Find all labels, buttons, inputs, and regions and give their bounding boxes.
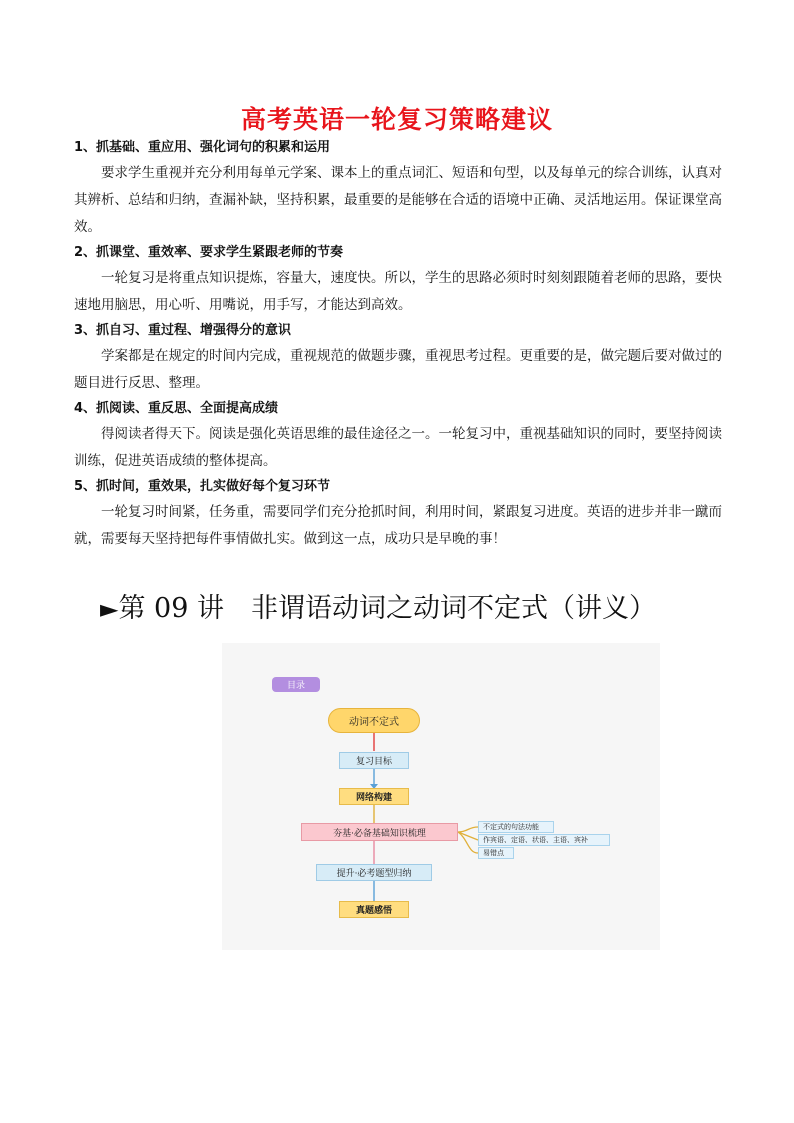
section-body: 要求学生重视并充分利用每单元学案、课本上的重点词汇、短语和句型，以及每单元的综合训练，认真对其辨析、总结和归纳，查漏补缺，坚持积累，最重要的是能够在合适的语境中正确、灵活地运用。保证课堂高效。 — [74, 165, 722, 235]
branch-connector — [458, 827, 478, 832]
lecture-title — [100, 586, 740, 625]
node-real-exam: 真题感悟 — [339, 901, 409, 918]
node-basic-knowledge: 夯基·必备基础知识梳理 — [301, 823, 458, 841]
section-heading: 5、抓时间，重效果，扎实做好每个复习环节 — [74, 479, 331, 494]
root-node: 动词不定式 — [328, 708, 420, 733]
strategy-content — [74, 136, 722, 553]
leaf-syntax-function: 不定式的句法功能 — [478, 821, 554, 833]
section-heading: 3、抓自习、重过程、增强得分的意识 — [74, 323, 292, 338]
leaf-usage: 作宾语、定语、状语、主语、宾补 — [478, 834, 610, 846]
node-review-goals: 复习目标 — [339, 752, 409, 769]
leaf-error-points: 易错点 — [478, 847, 514, 859]
section-heading: 4、抓阅读、重反思、全面提高成绩 — [74, 401, 279, 416]
section-heading: 1、抓基础、重应用、强化词句的积累和运用 — [74, 140, 331, 155]
section-body: 学案都是在规定的时间内完成，重视规范的做题步骤，重视思考过程。更重要的是，做完题后要对做过的题目进行反思、整理。 — [74, 348, 722, 391]
branch-connector — [458, 832, 478, 840]
section-body: 得阅读者得天下。阅读是强化英语思维的最佳途径之一。一轮复习中，重视基础知识的同时，要坚持阅读训练，促进英语成绩的整体提高。 — [74, 426, 722, 469]
section-heading: 2、抓课堂、重效率、要求学生紧跟老师的节奏 — [74, 245, 344, 260]
toc-tag: 目录 — [272, 677, 320, 692]
section-body: 一轮复习时间紧，任务重，需要同学们充分抢抓时间，利用时间，紧跟复习进度。英语的进步并非一蹴而就，需要每天坚持把每件事情做扎实。做到这一点，成功只是早晚的事！ — [74, 504, 722, 547]
branch-connector — [458, 832, 478, 853]
page-title: 高考英语一轮复习策略建议 — [240, 105, 553, 134]
lecture-title-text: 第 09 讲 非谓语动词之动词不定式（讲义） — [118, 593, 656, 624]
section-body: 一轮复习是将重点知识提炼，容量大，速度快。所以，学生的思路必须时时刻刻跟随着老师的思路，要快速地用脑思，用心听、用嘴说，用手写，才能达到高效。 — [74, 270, 722, 313]
triangle-arrow-icon: ► — [100, 595, 119, 623]
mindmap-diagram — [222, 643, 660, 950]
node-question-types: 提升·必考题型归纳 — [316, 864, 432, 881]
node-network-build: 网络构建 — [339, 788, 409, 805]
